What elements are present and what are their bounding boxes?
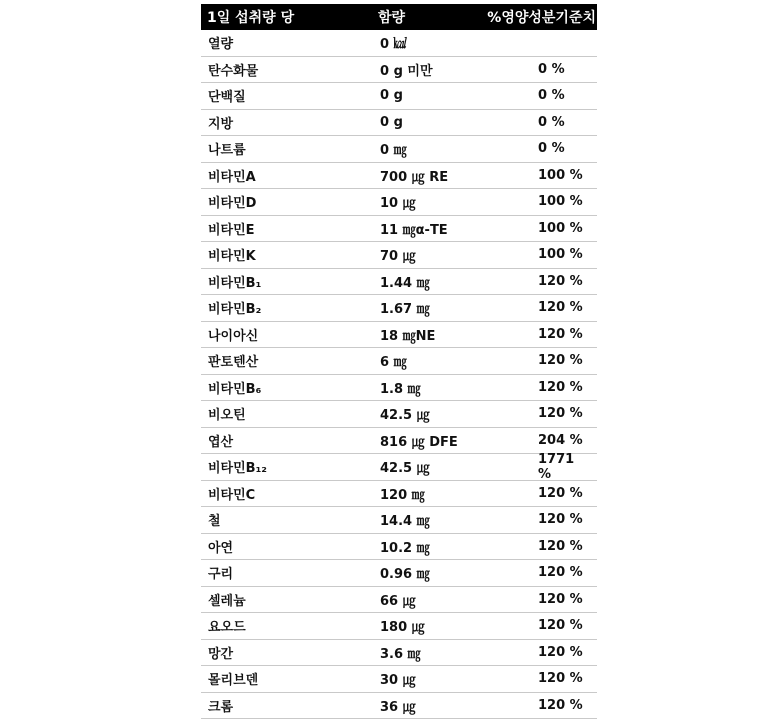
- table-row: [201, 451, 597, 482]
- nutrient-amount: 10.2 ㎎: [380, 540, 430, 556]
- nutrient-amount: 42.5 ㎍: [380, 461, 430, 477]
- table-row: [201, 322, 597, 349]
- nutrient-name: 탄수화물: [208, 63, 259, 79]
- nutrient-daily-value: 120 %: [538, 591, 583, 607]
- table-row: [201, 640, 597, 667]
- nutrient-name: 열량: [208, 37, 234, 53]
- header-amount: 함량: [378, 10, 406, 26]
- table-row: [201, 587, 597, 614]
- nutrient-amount: 0 g: [380, 114, 403, 130]
- table-body: [201, 30, 597, 719]
- nutrient-name: 셀레늄: [208, 593, 246, 609]
- table-row: [201, 163, 597, 190]
- table-row: [201, 428, 597, 455]
- nutrient-name: 비타민A: [208, 169, 256, 185]
- nutrient-name: 망간: [208, 646, 234, 662]
- table-row: [201, 110, 597, 137]
- nutrient-daily-value: 0 %: [538, 88, 565, 104]
- nutrient-amount: 10 ㎍: [380, 196, 416, 212]
- table-row: [201, 666, 597, 693]
- nutrient-amount: 1.67 ㎎: [380, 302, 430, 318]
- nutrient-amount: 180 ㎍: [380, 620, 425, 636]
- nutrient-daily-value: 120 %: [538, 538, 583, 554]
- nutrient-daily-value: 120 %: [538, 565, 583, 581]
- nutrient-daily-value: 120 %: [538, 300, 583, 316]
- nutrient-name: 엽산: [208, 434, 234, 450]
- nutrient-name: 요오드: [208, 620, 246, 636]
- table-row: [201, 136, 597, 163]
- nutrient-amount: 6 ㎎: [380, 355, 407, 371]
- nutrient-amount: 42.5 ㎍: [380, 408, 430, 424]
- nutrient-daily-value: 100 %: [538, 220, 583, 236]
- nutrient-name: 비타민E: [208, 222, 255, 238]
- table-row: [201, 269, 597, 296]
- nutrient-amount: 0.96 ㎎: [380, 567, 430, 583]
- nutrient-name: 판토텐산: [208, 355, 259, 371]
- nutrient-amount: 120 ㎎: [380, 487, 425, 503]
- nutrient-name: 구리: [208, 567, 234, 583]
- nutrient-name: 비타민K: [208, 249, 256, 265]
- nutrient-amount: 11 ㎎α-TE: [380, 222, 448, 238]
- nutrient-daily-value: 0 %: [538, 114, 565, 130]
- nutrient-name: 철: [208, 514, 221, 530]
- nutrient-daily-value: 100 %: [538, 194, 583, 210]
- nutrient-amount: 1.8 ㎎: [380, 381, 421, 397]
- nutrient-daily-value: 204 %: [538, 432, 583, 448]
- table-row: [201, 375, 597, 402]
- nutrient-daily-value: 120 %: [538, 485, 583, 501]
- nutrient-amount: 36 ㎍: [380, 699, 416, 715]
- nutrient-amount: 0 ㎉: [380, 37, 407, 53]
- nutrient-amount: 700 ㎍ RE: [380, 169, 449, 185]
- nutrient-daily-value: 120 %: [538, 379, 583, 395]
- nutrient-daily-value: 0 %: [538, 61, 565, 77]
- nutrient-name: 나트륨: [208, 143, 246, 159]
- table-row: [201, 401, 597, 428]
- nutrient-name: 비타민C: [208, 487, 256, 503]
- nutrient-daily-value: 0 %: [538, 141, 565, 157]
- nutrient-name: 비타민B₁₂: [208, 461, 267, 477]
- nutrient-name: 비오틴: [208, 408, 246, 424]
- header-nutrient: 1일 섭취량 당: [207, 10, 295, 26]
- nutrient-daily-value: 120 %: [538, 697, 583, 713]
- nutrient-name: 비타민D: [208, 196, 257, 212]
- nutrient-name: 단백질: [208, 90, 246, 106]
- table-row: [201, 534, 597, 561]
- table-row: [201, 83, 597, 110]
- nutrient-name: 지방: [208, 116, 234, 132]
- nutrient-daily-value: 120 %: [538, 671, 583, 687]
- nutrient-daily-value: 120 %: [538, 512, 583, 528]
- table-header: [201, 4, 597, 30]
- nutrient-name: 비타민B₁: [208, 275, 262, 291]
- header-daily-value: %영양성분기준치: [487, 10, 596, 26]
- nutrient-name: 나이아신: [208, 328, 259, 344]
- nutrient-amount: 18 ㎎NE: [380, 328, 436, 344]
- nutrient-amount: 14.4 ㎎: [380, 514, 430, 530]
- nutrient-name: 비타민B₂: [208, 302, 262, 318]
- table-row: [201, 481, 597, 508]
- nutrient-daily-value: 120 %: [538, 273, 583, 289]
- nutrient-daily-value: 120 %: [538, 644, 583, 660]
- nutrient-daily-value: 1771 %: [538, 451, 575, 482]
- nutrient-name: 몰리브덴: [208, 673, 259, 689]
- table-row: [201, 30, 597, 57]
- table-row: [201, 216, 597, 243]
- nutrient-amount: 0 ㎎: [380, 143, 407, 159]
- nutrient-daily-value: 120 %: [538, 353, 583, 369]
- table-row: [201, 560, 597, 587]
- nutrient-amount: 816 ㎍ DFE: [380, 434, 458, 450]
- nutrient-amount: 1.44 ㎎: [380, 275, 430, 291]
- table-row: [201, 348, 597, 375]
- nutrient-amount: 0 g: [380, 88, 403, 104]
- nutrient-daily-value: 100 %: [538, 167, 583, 183]
- nutrient-amount: 30 ㎍: [380, 673, 416, 689]
- nutrient-daily-value: 120 %: [538, 326, 583, 342]
- nutrient-name: 크롬: [208, 699, 234, 715]
- nutrient-name: 비타민B₆: [208, 381, 262, 397]
- table-row: [201, 693, 597, 720]
- table-row: [201, 189, 597, 216]
- table-row: [201, 295, 597, 322]
- table-row: [201, 242, 597, 269]
- nutrient-daily-value: 100 %: [538, 247, 583, 263]
- table-row: [201, 507, 597, 534]
- nutrient-amount: 3.6 ㎎: [380, 646, 421, 662]
- nutrient-daily-value: 120 %: [538, 618, 583, 634]
- nutrient-amount: 0 g 미만: [380, 63, 433, 79]
- nutrient-daily-value: 120 %: [538, 406, 583, 422]
- table-row: [201, 613, 597, 640]
- nutrient-amount: 70 ㎍: [380, 249, 416, 265]
- nutrient-name: 아연: [208, 540, 234, 556]
- nutrient-amount: 66 ㎍: [380, 593, 416, 609]
- nutrition-table: [201, 4, 597, 719]
- table-row: [201, 57, 597, 84]
